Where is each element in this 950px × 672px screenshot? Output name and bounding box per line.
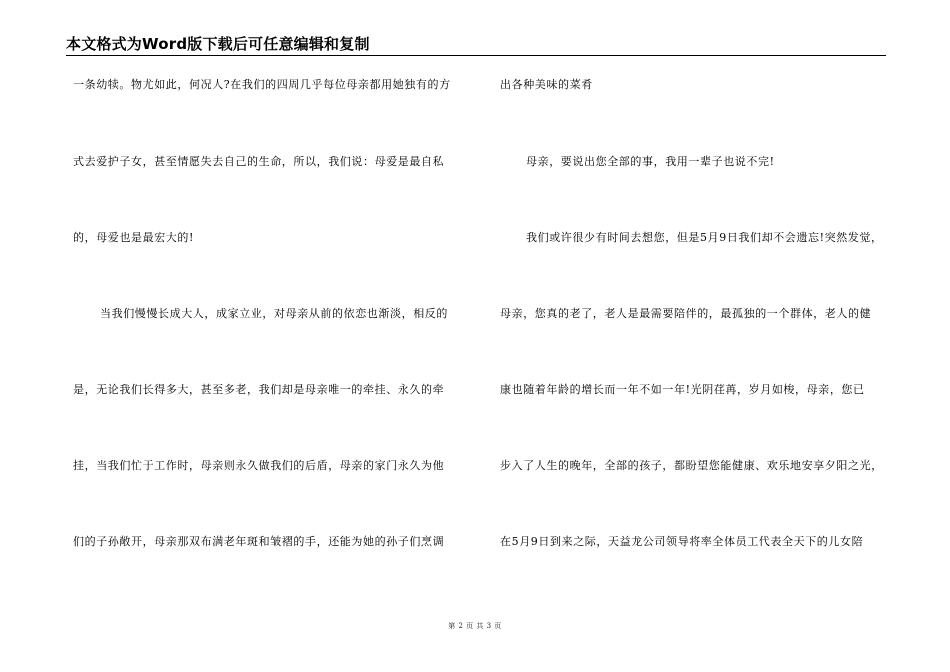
- text-line: 出各种美味的菜肴: [500, 78, 593, 91]
- text-line: 步入了人生的晚年，全部的孩子，都盼望您能健康、欢乐地安享夕阳之光，: [500, 459, 883, 472]
- text-line: 在5月9日到来之际，天益龙公司领导将率全体员工代表全天下的儿女陪: [500, 535, 864, 548]
- text-line: 们的子孙敞开，母亲那双布满老年斑和皱褶的手，还能为她的孙子们烹调: [73, 535, 445, 548]
- text-line: 我们或许很少有时间去想您，但是5月9日我们却不会遗忘!突然发觉，: [526, 231, 883, 244]
- text-line: 的，母爱也是最宏大的!: [73, 231, 195, 244]
- text-line: 母亲，要说出您全部的事，我用一辈子也说不完!: [526, 155, 775, 168]
- text-line: 一条幼犊。物尤如此，何况人?在我们的四周几乎每位母亲都用她独有的方: [73, 78, 451, 91]
- document-header-title: 本文格式为Word版下载后可任意编辑和复制: [66, 35, 370, 53]
- text-line: 挂，当我们忙于工作时，母亲则永久做我们的后盾，母亲的家门永久为他: [73, 459, 445, 472]
- page-number: 第 2 页 共 3 页: [448, 622, 502, 630]
- text-line: 式去爱护子女，甚至情愿失去自己的生命，所以，我们说：母爱是最自私: [73, 155, 445, 168]
- text-line: 是，无论我们长得多大，甚至多老，我们却是母亲唯一的牵挂、永久的牵: [73, 383, 445, 396]
- text-line: 当我们慢慢长成大人，成家立业，对母亲从前的依恋也渐淡，相反的: [100, 307, 448, 320]
- text-line: 母亲，您真的老了，老人是最需要陪伴的，最孤独的一个群体，老人的健: [500, 307, 872, 320]
- header-divider: [66, 55, 886, 56]
- text-line: 康也随着年龄的增长而一年不如一年!光阴荏苒，岁月如梭，母亲，您已: [500, 383, 865, 396]
